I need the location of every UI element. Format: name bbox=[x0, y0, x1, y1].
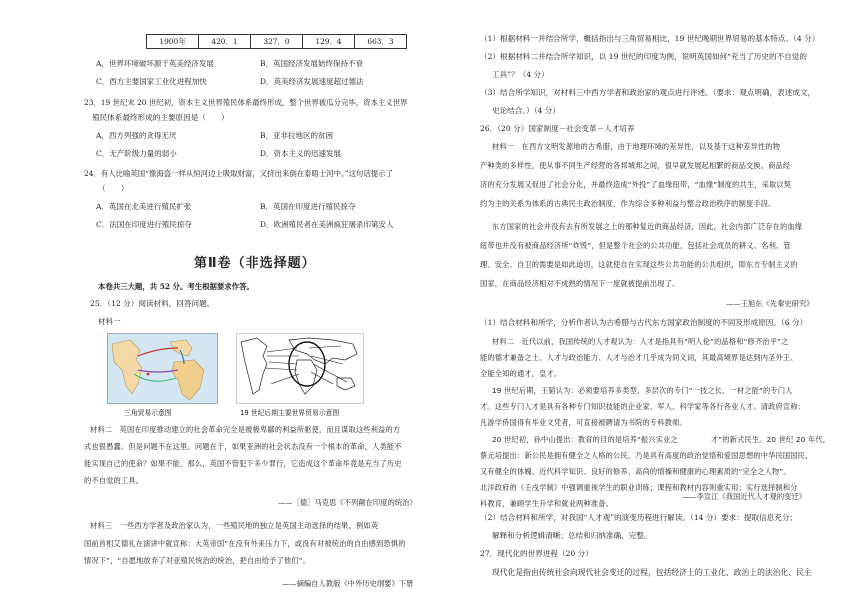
q26-material1-source: ——王旭东《先秦史研究》 bbox=[726, 299, 814, 308]
q25-subq1: （1）根据材料一并结合所学，概括指出与三角贸易相比，19 世纪晚期世界贸易的基本特点。（4 分） bbox=[480, 34, 820, 43]
q24-option-d: D．欧洲殖民者在美洲疯狂屠杀印第安人 bbox=[260, 220, 394, 229]
table-cell: 663．3 bbox=[355, 35, 407, 49]
q26-material2-line: 能的德才兼备之士。人才与政治能力、人才与治才几乎成为同义词，其最高境界是达到内圣外王、 bbox=[480, 353, 798, 362]
q26-material2-line: 19 世纪后期，王韬认为：必须要培养多类型、多层次的专门“一技之长、一材之能”的专门人 bbox=[492, 386, 793, 395]
q26-material2-line: 才”的新式民生。20 世纪 20 年代， bbox=[711, 435, 831, 444]
q26-material1-line: 约为主的关系为体系的古典民主政治制度，作为综合多种利益与整合政治秩序的制度手段。 bbox=[480, 199, 776, 208]
q26-material2-line: 材料二 近代以前，我国传统的人才观认为：人才是指具有“明人伦”的品格和“修齐治平”之 bbox=[492, 337, 789, 346]
table-cell: 327．0 bbox=[251, 35, 303, 49]
q22-option-d: D．英美经济发展速度超过德法 bbox=[260, 77, 364, 86]
q24-stem-line1: 24．有人比喻英国“像海盗一样从恒河边上吸取财富，又挤出来倒在泰晤士河中。”这句话提示了 bbox=[84, 169, 393, 178]
map1-caption: 三角贸易示意图 bbox=[124, 409, 172, 417]
q22-option-a: A．世界环境破坏源于英美经济发展 bbox=[96, 59, 214, 68]
q25-material2-line: 材料二 英国在印度推动建立的社会革命完全是被极卑鄙的利益所驱使，而且谋取这些利益的方 bbox=[90, 425, 401, 434]
q24-stem-line2: （ ） bbox=[98, 184, 129, 193]
q26-material1-line: 济的充分发展又促进了社会分化，并最终造成“外投”了血缘纽带，“血缘”制度的共生，采取以契 bbox=[480, 180, 792, 189]
table-cell: 420．1 bbox=[199, 35, 251, 49]
q25-material2-line: 的不自觉的工具。 bbox=[84, 476, 144, 485]
q26-material2-source: ——李宣江《我国近代人才观的变迁》 bbox=[682, 492, 807, 501]
q26-material2-line: 20 世纪初，孙中山提出：教育的目的是培养“振兴实业之 bbox=[492, 435, 678, 444]
q23-stem-line2: 殖民体系最终形成的主要原因是（ ） bbox=[92, 113, 229, 122]
q25-material3-line: 国前首相艾德礼在演讲中就宣称：大英帝国“在没有外来压力下，或没有对被统治的自由感到恐惧的 bbox=[84, 539, 406, 548]
triangle-trade-map bbox=[107, 333, 218, 404]
q24-option-a: A．英国在北美进行殖民扩张 bbox=[96, 202, 192, 211]
q25-material2-line: 能实现自己的使命？如果不能，那么，英国不管犯下多少罪行，它造成这个革命毕竟是充当了历史 bbox=[84, 459, 402, 468]
q24-option-c: C．法国在印度进行殖民掠夺 bbox=[96, 220, 192, 229]
q26-material2-line: 科教育，兼顾学生升学和就业两种准备。 bbox=[480, 499, 613, 508]
q26-material2-line: 北洋政府的《壬戌学制》中强调重视学生的职业训练；课程和教材内容则重实用；实行选择制和分 bbox=[480, 483, 798, 492]
q23-option-b: B．亚非拉地区的贫困 bbox=[260, 131, 334, 140]
q25-subq2-line2: 工具”？（4 分） bbox=[492, 70, 549, 79]
q26-head: 26．（20 分）国家制度－社会变革－人才培养 bbox=[480, 124, 635, 133]
q26-material1-line: 纽带也并没有被商品经济所“炸毁”，但是整个社会的公共功能，包括社会成员的耕义、名利、管 bbox=[480, 241, 791, 250]
table-cell: 129．4 bbox=[303, 35, 355, 49]
q26-material2-line: 才。这些专门人才是具有各种专门知识技能的企业家、军人、科学家等各行各业人才。清政府宣称： bbox=[480, 402, 806, 411]
q25-subq3-line2: 史论结合。）（4 分） bbox=[492, 106, 560, 115]
q24-option-b: B．英国在印度进行殖民掠夺 bbox=[260, 202, 356, 211]
q23-option-c: C．无产阶级力量的弱小 bbox=[96, 149, 177, 158]
q26-subq2-line1: （2）结合材料和所学，对我国“人才观”的演变历程进行解读。（14 分）要求：提取信息充分； bbox=[480, 513, 798, 522]
table-cell: 1900年 bbox=[147, 35, 199, 49]
q26-material1-line: 东方国家的社会并没有去有所发展之上的那种复近的商品经济，因此，社会内部广泛存在的血缘 bbox=[492, 222, 803, 231]
q25-material1-label: 材料一 bbox=[98, 317, 121, 326]
q23-option-d: D．资本主义的迅速发展 bbox=[260, 149, 342, 158]
q25-material2-source: ——［德］马克思《不列颠在印度的统治》 bbox=[278, 498, 417, 507]
q25-subq3-line1: （3）结合所学知识，对材料三中西方学者和政治家的观点进行评述。（要求：观点明确，表述成文， bbox=[480, 88, 816, 97]
q25-material3-line: 材料三 一些西方学者及政治家认为，一些殖民地的独立是英国主动选择的结果，例如英 bbox=[90, 521, 379, 530]
q26-material1-line: 理、安全、自卫的需要是如此迫切，这就使自在实现这些公共功能的公共组织，即东方专制主义的 bbox=[480, 260, 798, 269]
q26-material2-line: 全能全知的通才，皇才。 bbox=[480, 369, 562, 378]
part2-note: 本卷共三大题，共 52 分。考生根据要求作答。 bbox=[98, 282, 254, 291]
q26-subq2-line2: 解释和分析逻辑清晰；总结和归纳准确、完整。 bbox=[492, 531, 652, 540]
q26-material1-line: 国家，在商品经济相对不成熟的情况下一度就被提前出现了。 bbox=[480, 279, 680, 288]
map2-caption: 19 世纪后期主要世界贸易示意图 bbox=[240, 409, 340, 417]
q23-stem-line1: 23．19 世纪末 20 世纪初，资本主义世界殖民体系最终形成，整个世界被瓜分完毕，资本主义世界 bbox=[84, 98, 408, 107]
q22-option-c: C．西方主要国家工业化进程加快 bbox=[96, 77, 207, 86]
q26-material1-line: 材料一 在西方文明发源地的古希腊，由于地理环境的差异性，以及基于这种差异性的物 bbox=[492, 142, 781, 151]
q25-material3-source: ——摘编自人教版《中外历史纲要》下册 bbox=[282, 579, 414, 588]
q25-material3-line: 情况下”，“自愿地放弃了对亚殖民统治的统治，把自由给予了他们”。 bbox=[84, 556, 311, 565]
world-trade-map bbox=[236, 333, 364, 404]
q25-material2-line: 式也很愚蠢。但是问题不在这里。问题在于，如果亚洲的社会状态没有一个根本的革命，人类能不 bbox=[84, 442, 402, 451]
data-table bbox=[146, 34, 407, 49]
q25-subq2-line1: （2）根据材料二并结合所学知识，以 19 世纪的印度为例，说明英国如何“充当了历史的不自觉的 bbox=[480, 52, 807, 61]
q26-material2-line: 凡游学侨国得有毕业文凭者，可直接被聘请为书院的专科教师。 bbox=[480, 418, 687, 427]
q26-subq1: （1）结合材料和所学，分析作者认为古希腊与古代东方国家政治制度的不同及形成原因。（6 分） bbox=[480, 318, 808, 327]
table-row bbox=[147, 35, 407, 49]
q25-head: 25．（12 分）阅读材料，回答问题。 bbox=[90, 299, 215, 308]
q27-head: 27．现代化的世界进程（20 分） bbox=[480, 549, 593, 558]
part2-title: 第Ⅱ卷（非选择题） bbox=[194, 256, 316, 271]
q26-material2-line: 蔡元培提出：新公民是拥有健全之人格的公民，乃是具有高度的政治觉悟和爱国思想的中华民国国民， bbox=[480, 451, 813, 460]
q23-option-a: A．西方列强的贪得无厌 bbox=[96, 131, 177, 140]
q22-option-b: B．英国经济发展始终保持不衰 bbox=[260, 59, 364, 68]
q26-material1-line: 产种类的多样性，使从事不同生产经营的各邦城邦之间，很早就发展起相繁的商品交换。商品经 bbox=[480, 161, 791, 170]
q27-intro-line: 现代化是指由传统社会向现代社会变迁的过程，包括经济上的工业化、政治上的法治化、民主 bbox=[492, 568, 812, 577]
q26-material2-line: 又有健全的体魄、近代科学知识、良好的修养、高尚的情操和健康的心理素质的“完全之人物”。 bbox=[480, 467, 791, 476]
